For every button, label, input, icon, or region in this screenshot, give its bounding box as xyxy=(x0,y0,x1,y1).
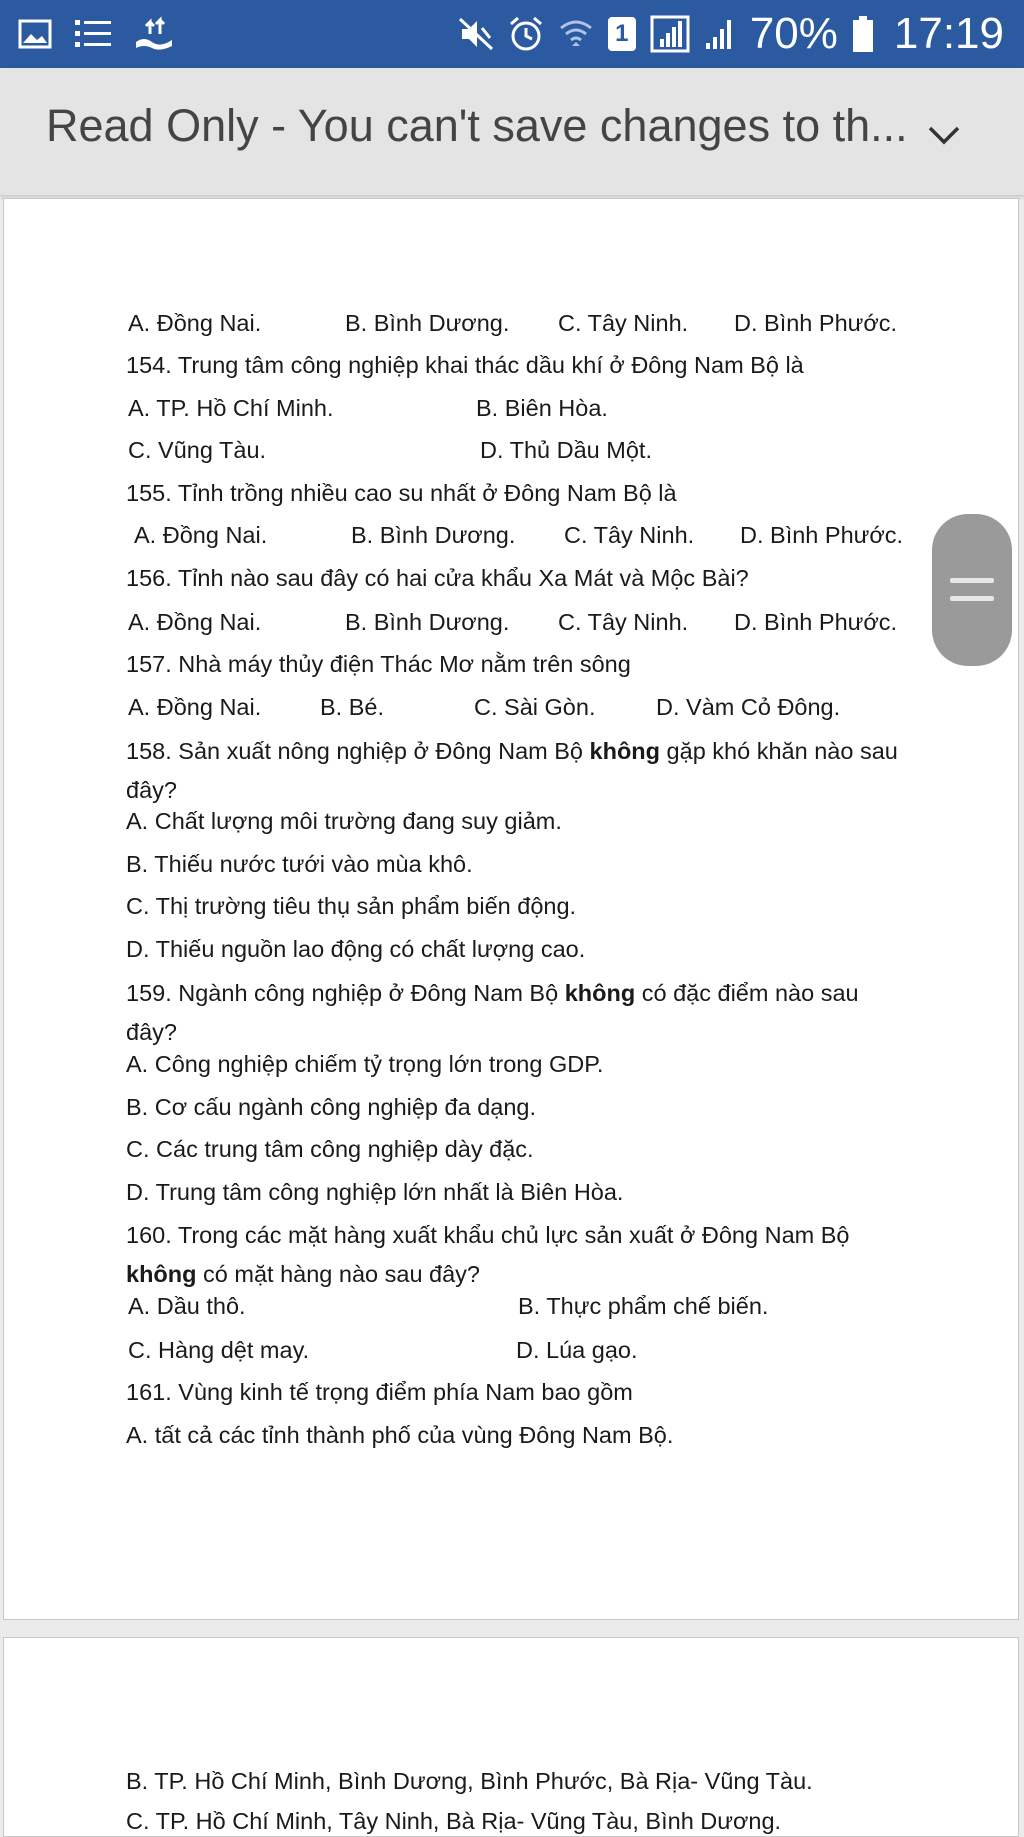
gallery-icon xyxy=(18,19,52,49)
document-page xyxy=(3,198,1019,1620)
battery-percentage: 70% xyxy=(749,9,838,58)
list-item: B. Cơ cấu ngành công nghiệp đa dạng. xyxy=(126,1094,536,1120)
list-item: A. TP. Hồ Chí Minh. xyxy=(128,395,334,421)
list-item: A. Đồng Nai. xyxy=(134,522,268,548)
question-159: 159. Ngành công nghiệp ở Đông Nam Bộ không có đặc điểm nào sau xyxy=(126,980,859,1006)
list-item: D. Thiếu nguồn lao động có chất lượng cao. xyxy=(126,936,586,962)
list-item: D. Bình Phước. xyxy=(734,310,898,336)
list-item: A. Công nghiệp chiếm tỷ trọng lớn trong GDP. xyxy=(126,1051,604,1077)
question-155: 155. Tỉnh trồng nhiều cao su nhất ở Đông Nam Bộ là xyxy=(126,480,677,506)
list-item: B. Thiếu nước tưới vào mùa khô. xyxy=(126,851,473,877)
list-item: C. Vũng Tàu. xyxy=(128,437,267,463)
list-item: B. Bình Dương. xyxy=(345,310,510,336)
battery-icon xyxy=(852,15,874,53)
mute-icon xyxy=(458,16,494,52)
question-158-cont: đây? xyxy=(126,777,177,803)
list-item: B. Biên Hòa. xyxy=(476,395,608,421)
list-item: C. Tây Ninh. xyxy=(564,522,695,548)
signal-strength-icon xyxy=(704,17,736,51)
upload-icon xyxy=(134,16,174,52)
list-item: B. Bé. xyxy=(320,694,385,720)
question-161: 161. Vùng kinh tế trọng điểm phía Nam bao gồm xyxy=(126,1379,633,1405)
status-bar xyxy=(0,0,1024,68)
list-item: D. Vàm Cỏ Đông. xyxy=(656,694,841,720)
list-icon xyxy=(74,17,112,51)
list-item: B. Thực phẩm chế biến. xyxy=(518,1293,769,1319)
question-158: 158. Sản xuất nông nghiệp ở Đông Nam Bộ không gặp khó khăn nào sau xyxy=(126,738,898,764)
list-item: C. Các trung tâm công nghiệp dày đặc. xyxy=(126,1136,534,1162)
document-page xyxy=(3,1637,1019,1837)
list-item: C. Thị trường tiêu thụ sản phẩm biến động. xyxy=(126,893,577,919)
list-item: C. Sài Gòn. xyxy=(474,694,596,720)
list-item: C. Tây Ninh. xyxy=(558,310,689,336)
list-item: A. Đồng Nai. xyxy=(128,694,262,720)
list-item: B. Bình Dương. xyxy=(345,609,510,635)
list-item: C. Hàng dệt may. xyxy=(128,1337,310,1363)
list-item: D. Bình Phước. xyxy=(740,522,904,548)
chevron-down-icon[interactable] xyxy=(924,114,964,154)
alarm-icon xyxy=(508,15,544,53)
list-item: A. Đồng Nai. xyxy=(128,609,262,635)
clock: 17:19 xyxy=(893,9,1004,58)
list-item: B. Bình Dương. xyxy=(351,522,516,548)
list-item: D. Trung tâm công nghiệp lớn nhất là Biên Hòa. xyxy=(126,1179,624,1205)
question-160-cont: không có mặt hàng nào sau đây? xyxy=(126,1261,481,1287)
list-item: A. Dầu thô. xyxy=(128,1293,246,1319)
read-only-message: Read Only - You can't save changes to th... xyxy=(46,100,908,151)
read-only-banner[interactable] xyxy=(0,68,1024,196)
list-item: A. tất cả các tỉnh thành phố của vùng Đông Nam Bộ. xyxy=(126,1422,674,1448)
list-item: A. Chất lượng môi trường đang suy giảm. xyxy=(126,808,562,834)
wifi-icon xyxy=(558,16,594,52)
list-item: C. TP. Hồ Chí Minh, Tây Ninh, Bà Rịa- Vũng Tàu, Bình Dương. xyxy=(126,1808,782,1834)
question-159-cont: đây? xyxy=(126,1019,177,1045)
list-item: D. Thủ Dầu Một. xyxy=(480,437,652,463)
signal-icon xyxy=(650,15,690,53)
sim-icon: 1 xyxy=(608,17,636,51)
question-157: 157. Nhà máy thủy điện Thác Mơ nằm trên sông xyxy=(126,651,631,677)
question-160: 160. Trong các mặt hàng xuất khẩu chủ lực sản xuất ở Đông Nam Bộ xyxy=(126,1222,850,1248)
handle-grip-line xyxy=(950,596,994,601)
question-156: 156. Tỉnh nào sau đây có hai cửa khẩu Xa Mát và Mộc Bài? xyxy=(126,565,749,591)
list-item: D. Lúa gạo. xyxy=(516,1337,638,1363)
scroll-handle[interactable] xyxy=(932,514,1012,666)
list-item: A. Đồng Nai. xyxy=(128,310,262,336)
list-item: C. Tây Ninh. xyxy=(558,609,689,635)
question-154: 154. Trung tâm công nghiệp khai thác dầu khí ở Đông Nam Bộ là xyxy=(126,352,804,378)
list-item: B. TP. Hồ Chí Minh, Bình Dương, Bình Phước, Bà Rịa- Vũng Tàu. xyxy=(126,1768,813,1794)
list-item: D. Bình Phước. xyxy=(734,609,898,635)
handle-grip-line xyxy=(950,578,994,583)
